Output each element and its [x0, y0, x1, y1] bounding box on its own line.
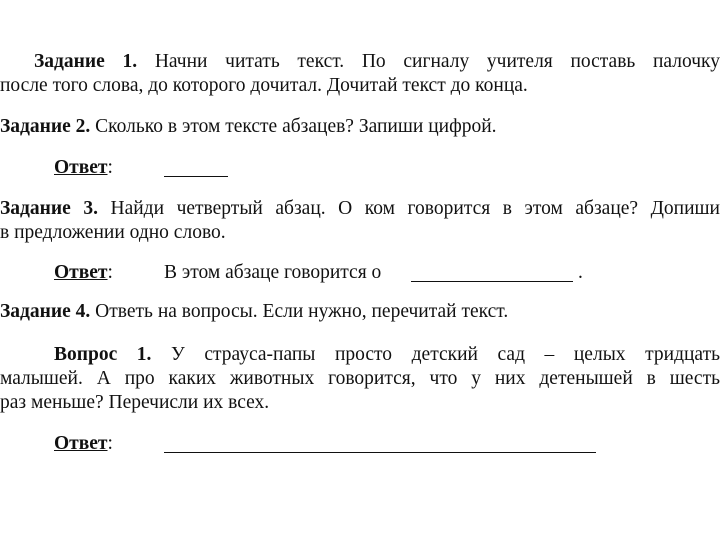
question1-text-line2: малышей. А про каких животных говорится, что у них детенышей в шесть	[0, 368, 720, 389]
answer2-label: Ответ	[54, 157, 108, 178]
answer4-blank[interactable]	[164, 436, 596, 453]
task2-text: Сколько в этом тексте абзацев? Запиши цифрой.	[95, 116, 497, 137]
answer2-blank[interactable]	[164, 160, 228, 177]
task3-text-line1: Найди четвертый абзац. О ком говорится в этом абзаце? Допиши	[110, 198, 720, 219]
task4-line	[0, 300, 720, 324]
task2-label: Задание 2.	[0, 116, 91, 137]
task4-label: Задание 4.	[0, 301, 91, 322]
answer4-label: Ответ	[54, 433, 108, 454]
question1-label: Вопрос 1.	[54, 344, 152, 365]
task4-text: Ответь на вопросы. Если нужно, перечитай текст.	[95, 301, 509, 322]
answer3-blank[interactable]	[411, 265, 573, 282]
answer3-text: В этом абзаце говорится о	[164, 262, 382, 283]
task2-line	[0, 115, 720, 139]
task1-text-line2: после того слова, до которого дочитал. Дочитай текст до конца.	[0, 75, 528, 96]
task1-line1	[0, 50, 720, 74]
task3-label: Задание 3.	[0, 198, 98, 219]
task1-text-line1: Начни читать текст. По сигналу учителя поставь палочку	[154, 51, 720, 72]
question1-line1	[0, 343, 720, 367]
task1-label: Задание 1.	[34, 51, 138, 72]
task3-line1	[0, 197, 720, 221]
question1-line2	[0, 367, 720, 391]
answer3-period: .	[578, 262, 583, 283]
task1-line2	[0, 74, 720, 98]
question1-text-line3: раз меньше? Перечисли их всех.	[0, 392, 270, 413]
question1-text-line1: У страуса-папы просто детский сад – целых тридцать	[171, 344, 720, 365]
answer3-label: Ответ	[54, 262, 108, 283]
question1-line3	[0, 391, 720, 415]
task3-line2	[0, 221, 720, 245]
task3-text-line2: в предложении одно слово.	[0, 222, 226, 243]
